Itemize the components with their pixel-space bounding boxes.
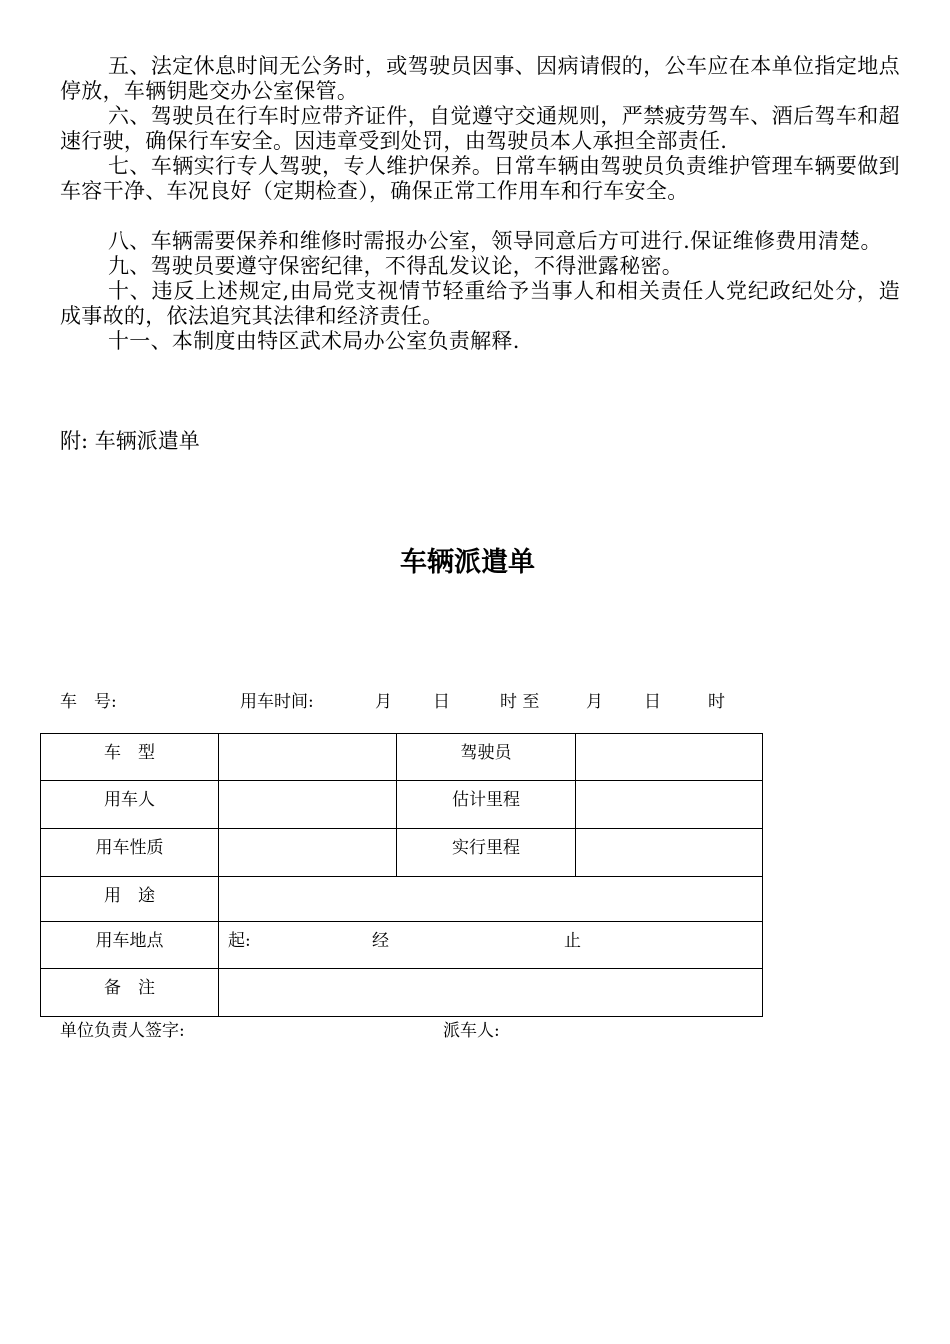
rule-9: 九、驾驶员要遵守保密纪律，不得乱发议论，不得泄露秘密。 — [108, 254, 684, 278]
purpose-label: 用 途 — [41, 877, 219, 922]
dispatcher-label: 派车人: — [443, 1021, 500, 1041]
form-title: 车辆派遣单 — [400, 547, 535, 578]
driver-label: 驾驶员 — [397, 734, 576, 781]
dispatch-table — [40, 733, 763, 1017]
rule-7: 七、车辆实行专人驾驶，专人维护保养。日常车辆由驾驶员负责维护管理车辆要做到车容干净、车况良好（定期检查），确保正常工作用车和行车安全。 — [60, 154, 900, 203]
user-field[interactable] — [219, 781, 397, 829]
route-to-label: 止 — [564, 931, 581, 951]
driver-field[interactable] — [576, 734, 763, 781]
hour-to-label: 时 至 — [500, 692, 540, 712]
estimated-mileage-field[interactable] — [576, 781, 763, 829]
month-label-end: 月 — [586, 692, 603, 712]
estimated-mileage-label: 估计里程 — [397, 781, 576, 829]
usage-nature-label: 用车性质 — [41, 829, 219, 877]
route-via-label: 经 — [372, 931, 389, 951]
month-label-start: 月 — [375, 692, 392, 712]
hour-label-end: 时 — [708, 692, 725, 712]
remarks-label: 备 注 — [41, 969, 219, 1017]
location-label: 用车地点 — [41, 922, 219, 969]
usage-time-label: 用车时间: — [240, 692, 314, 712]
rule-10: 十、违反上述规定,由局党支视情节轻重给予当事人和相关责任人党纪政纪处分，造成事故的，依法追究其法律和经济责任。 — [60, 279, 900, 328]
actual-mileage-field[interactable] — [576, 829, 763, 877]
day-label-end: 日 — [644, 692, 661, 712]
rule-6: 六、驾驶员在行车时应带齐证件，自觉遵守交通规则，严禁疲劳驾车、酒后驾车和超速行驶，确保行车安全。因违章受到处罚，由驾驶员本人承担全部责任. — [60, 104, 900, 153]
rule-11: 十一、本制度由特区武术局办公室负责解释. — [108, 329, 520, 353]
rules-text — [60, 54, 900, 354]
plate-number-label: 车 号: — [60, 692, 117, 712]
location-field[interactable] — [219, 922, 763, 969]
purpose-field[interactable] — [219, 877, 763, 922]
vehicle-type-label: 车 型 — [41, 734, 219, 781]
remarks-field[interactable] — [219, 969, 763, 1017]
usage-nature-field[interactable] — [219, 829, 397, 877]
rule-8: 八、车辆需要保养和维修时需报办公室，领导同意后方可进行.保证维修费用清楚。 — [108, 229, 882, 253]
vehicle-type-field[interactable] — [219, 734, 397, 781]
attachment-note: 附: 车辆派遣单 — [60, 429, 200, 453]
unit-head-signature-label: 单位负责人签字: — [60, 1021, 185, 1041]
rule-5: 五、法定休息时间无公务时，或驾驶员因事、因病请假的，公车应在本单位指定地点停放，车辆钥匙交办公室保管。 — [60, 54, 900, 103]
route-from-label: 起: — [228, 931, 251, 951]
actual-mileage-label: 实行里程 — [397, 829, 576, 877]
day-label-start: 日 — [433, 692, 450, 712]
user-label: 用车人 — [41, 781, 219, 829]
